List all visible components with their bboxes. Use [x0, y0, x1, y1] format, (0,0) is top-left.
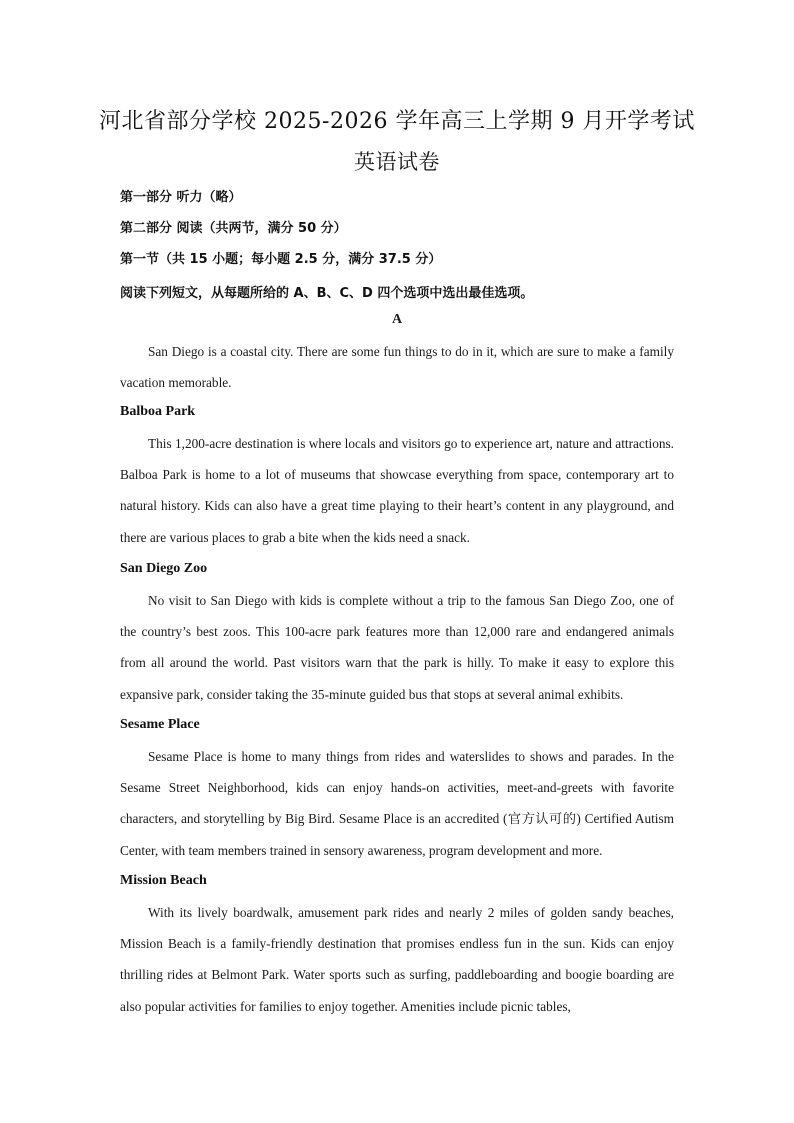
- intro-paragraph: San Diego is a coastal city. There are some fun things to do in it, which are sure to make a family vacation memorable.: [120, 344, 674, 391]
- section-body-mission: With its lively boardwalk, amusement park rides and nearly 2 miles of golden sandy beaches, Mission Beach is a family-friendly destination that promises endless fun in the sun. Kids can enjoy thrilling rides at Belmont Park. Water sports such as surfing, paddleboarding and boogie boarding are also popular activities for families to enjoy together. Amenities include picnic tables,: [120, 905, 674, 1014]
- page-subtitle: 英语试卷: [354, 150, 440, 174]
- section-heading-balboa: Balboa Park: [120, 404, 196, 419]
- section-body-zoo: No visit to San Diego with kids is complete without a trip to the famous San Diego Zoo, one of the country’s best zoos. This 100-acre park features more than 12,000 rare and endangered animals from all around the world. Past visitors warn that the park is hilly. To make it easy to explore this expansive park, consider taking the 35-minute guided bus that stops at several animal exhibits.: [120, 593, 674, 702]
- part1-label: 第一部分 听力（略）: [120, 190, 242, 205]
- instruction-text: 阅读下列短文，从每题所给的 A、B、C、D 四个选项中选出最佳选项。: [120, 286, 534, 301]
- section-body-sesame: Sesame Place is home to many things from rides and waterslides to shows and parades. In the Sesame Street Neighborhood, kids can enjoy hands-on activities, meet-and-greets with favorite characters, and storytelling by Big Bird. Sesame Place is an accredited (官方认可的) Certified Autism Center, with team members trained in sensory awareness, program development and more.: [120, 749, 674, 858]
- section1-label: 第一节（共 15 小题；每小题 2.5 分，满分 37.5 分）: [120, 252, 442, 267]
- section-heading-mission: Mission Beach: [120, 873, 207, 888]
- passage-letter: A: [391, 312, 403, 327]
- part2-label: 第二部分 阅读（共两节，满分 50 分）: [120, 221, 347, 236]
- section-heading-sesame: Sesame Place: [120, 717, 200, 732]
- page-title: 河北省部分学校 2025-2026 学年高三上学期 9 月开学考试: [99, 109, 695, 134]
- section-heading-zoo: San Diego Zoo: [120, 561, 208, 576]
- section-body-balboa: This 1,200-acre destination is where locals and visitors go to experience art, nature and attractions. Balboa Park is home to a lot of museums that showcase everything from space, contemporary art to natural history. Kids can also have a great time playing to their heart’s content in any playground, and there are various places to grab a bite when the kids need a snack.: [120, 436, 674, 545]
